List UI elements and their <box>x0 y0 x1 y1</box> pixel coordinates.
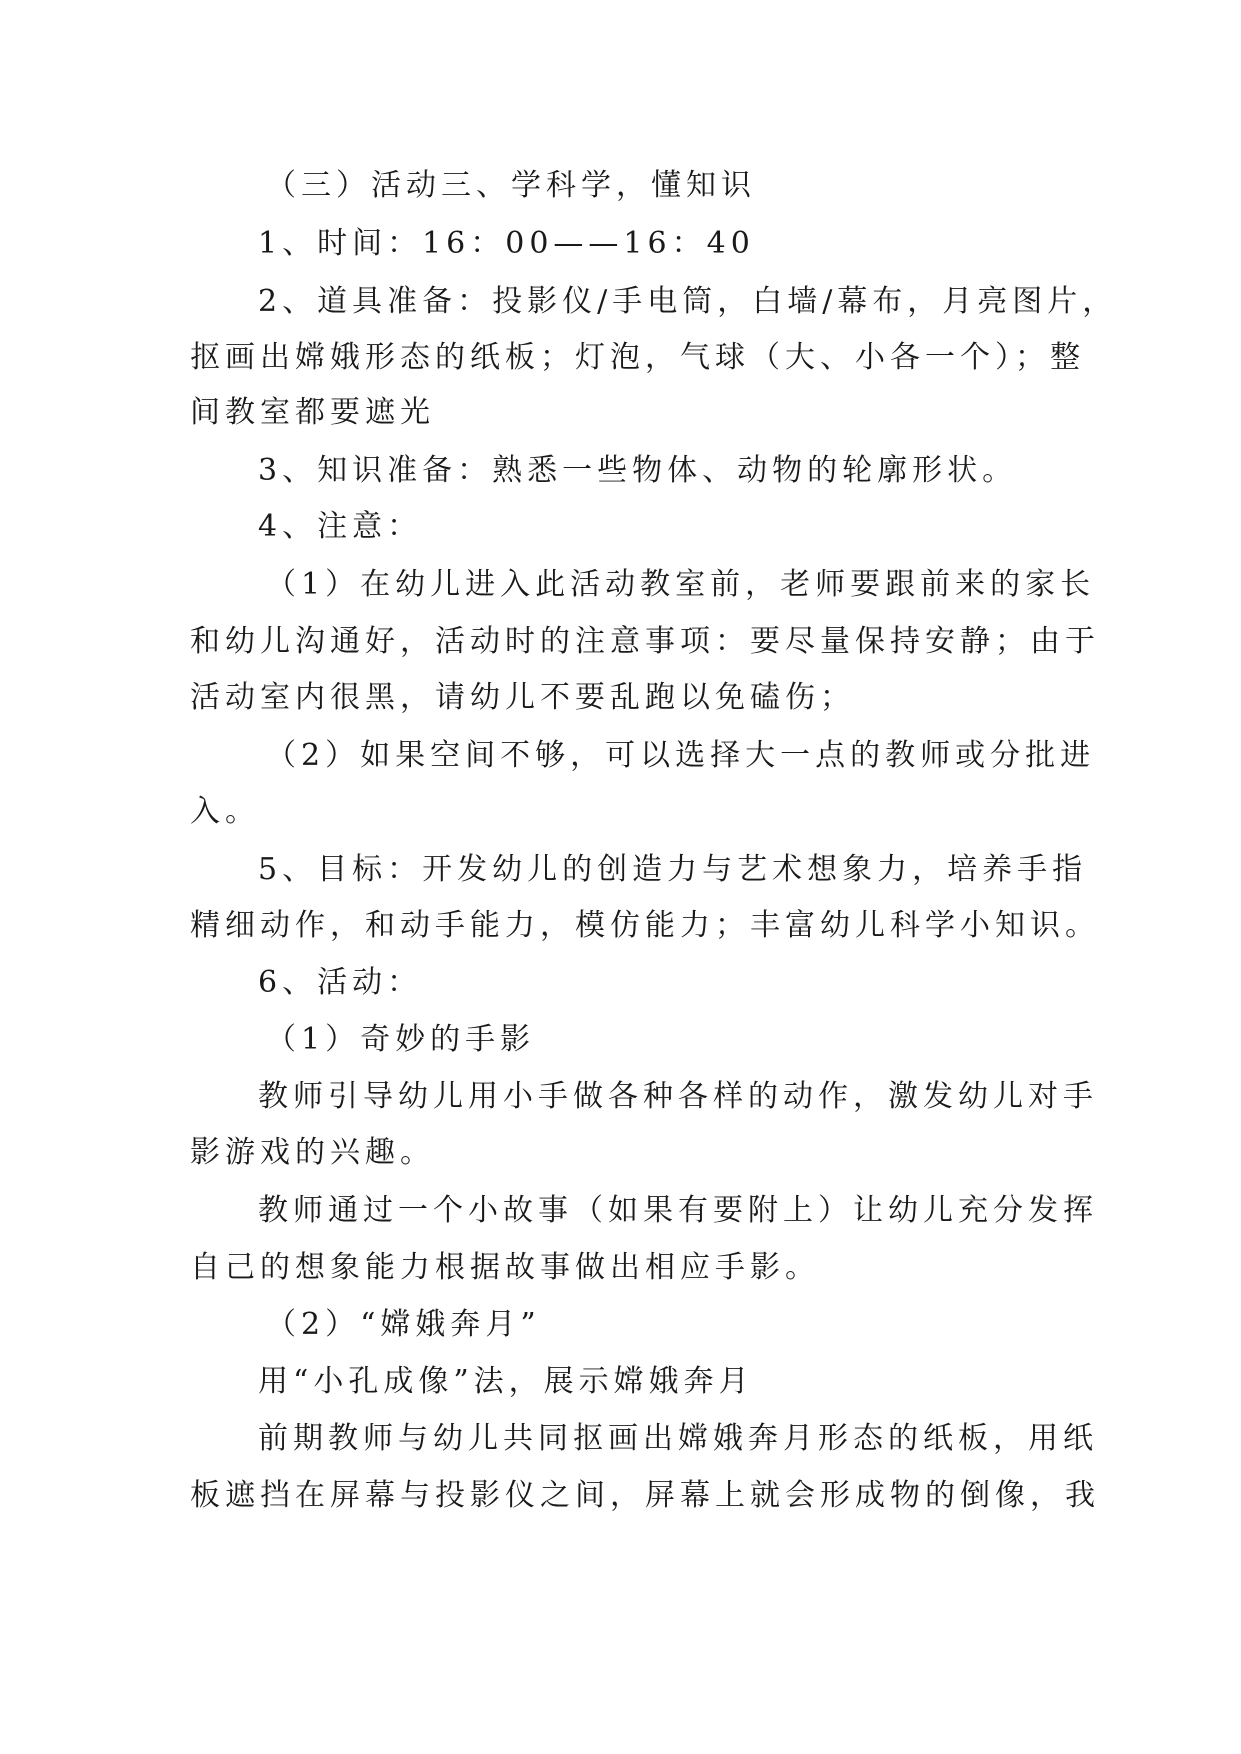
paragraph-line: （2）“嫦娥奔月” <box>266 1307 541 1342</box>
paragraph-line: 前期教师与幼儿共同抠画出嫦娥奔月形态的纸板，用纸 <box>258 1421 1098 1456</box>
paragraph-line: 教师引导幼儿用小手做各种各样的动作，激发幼儿对手 <box>258 1079 1098 1114</box>
paragraph-line: 活动室内很黑，请幼儿不要乱跑以免磕伤； <box>190 680 855 715</box>
paragraph-line: 间教室都要遮光 <box>190 395 435 430</box>
paragraph-line: 1、时间：16：00——16：40 <box>258 226 755 261</box>
paragraph-line: 精细动作，和动手能力，模仿能力；丰富幼儿科学小知识。 <box>190 908 1100 943</box>
paragraph-line: 6、活动： <box>258 965 423 1000</box>
paragraph-line: 和幼儿沟通好，活动时的注意事项：要尽量保持安静；由于 <box>190 624 1100 659</box>
paragraph-line: 教师通过一个小故事（如果有要附上）让幼儿充分发挥 <box>258 1193 1098 1228</box>
section-heading: （三）活动三、学科学，懂知识 <box>266 168 756 203</box>
paragraph-line: 影游戏的兴趣。 <box>190 1135 435 1170</box>
paragraph-line: 5、目标：开发幼儿的创造力与艺术想象力，培养手指 <box>258 852 1088 887</box>
paragraph-line: 入。 <box>190 794 260 829</box>
paragraph-line: 板遮挡在屏幕与投影仪之间，屏幕上就会形成物的倒像，我 <box>190 1478 1100 1513</box>
paragraph-line: 抠画出嫦娥形态的纸板；灯泡，气球（大、小各一个）；整 <box>190 340 1085 375</box>
paragraph-line: 4、注意： <box>258 509 423 544</box>
paragraph-line: （2）如果空间不够，可以选择大一点的教师或分批进 <box>266 738 1096 773</box>
paragraph-line: 用“小孔成像”法，展示嫦娥奔月 <box>258 1364 754 1399</box>
paragraph-line: 3、知识准备：熟悉一些物体、动物的轮廓形状。 <box>258 453 1018 488</box>
paragraph-line: 自己的想象能力根据故事做出相应手影。 <box>190 1250 820 1285</box>
paragraph-line: 2、道具准备：投影仪/手电筒，白墙/幕布，月亮图片， <box>258 284 1118 319</box>
paragraph-line: （1）在幼儿进入此活动教室前，老师要跟前来的家长 <box>266 567 1096 602</box>
paragraph-line: （1）奇妙的手影 <box>266 1022 536 1057</box>
